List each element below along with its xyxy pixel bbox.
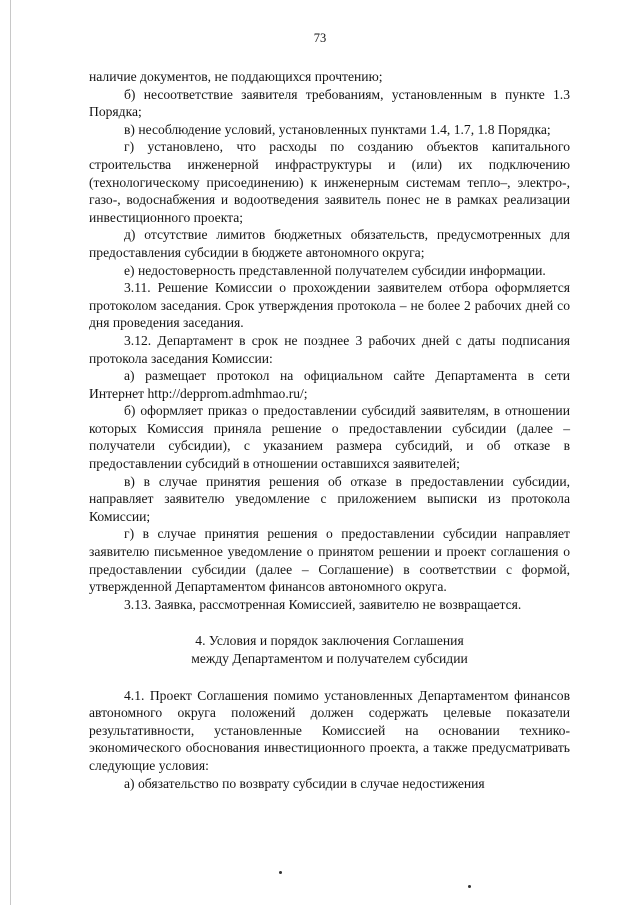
list-item-d: д) отсутствие лимитов бюджетных обязательств, предусмотренных для предоставления субсидии в бюджете автономного округа; xyxy=(89,227,570,260)
page-number: 73 xyxy=(313,31,327,45)
clause-4-1: 4.1. Проект Соглашения помимо установленных Департаментом финансов автономного округа положений должен содержать целевые показатели результативности, установленные Комиссией на основании технико-экономического обоснования инвестиционного проекта, а также предусматривать следующие условия: xyxy=(89,687,570,773)
clause-4-1-a: а) обязательство по возврату субсидии в случае недостижения xyxy=(124,775,485,791)
clause-3-12-v: в) в случае принятия решения об отказе в предоставлении субсидии, направляет заявителю уведомление с приложением выписки из протокола Комиссии; xyxy=(89,473,570,524)
body-text xyxy=(89,68,570,792)
scan-speck xyxy=(468,885,471,888)
clause-3-12-a: а) размещает протокол на официальном сайте Департамента в сети Интернет http://depprom.admhmao.ru/; xyxy=(89,368,570,401)
section-heading-line-1: 4. Условия и порядок заключения Соглашения xyxy=(195,633,464,649)
list-item-v: в) несоблюдение условий, установленных пунктами 1.4, 1.7, 1.8 Порядка; xyxy=(124,121,551,137)
clause-3-13: 3.13. Заявка, рассмотренная Комиссией, заявителю не возвращается. xyxy=(124,596,522,612)
clause-3-12-b: б) оформляет приказ о предоставлении субсидий заявителям, в отношении которых Комиссия приняла решение о предоставлении субсидии (далее – получатели субсидии), с указанием размера субсидий, и об отказе в предоставлении субсидий в отношении оставшихся заявителей; xyxy=(89,403,570,472)
clause-3-12: 3.12. Департамент в срок не позднее 3 рабочих дней с даты подписания протокола заседания Комиссии: xyxy=(89,332,570,366)
section-heading xyxy=(89,632,570,667)
scan-page-edge xyxy=(10,0,11,905)
paragraph-continuation: наличие документов, не поддающихся прочтению; xyxy=(89,69,383,84)
clause-3-12-g: г) в случае принятия решения о предоставлении субсидии направляет заявителю письменное уведомление о принятом решении и проект соглашения о предоставлении субсидии (далее – Соглашение) в соответствии с формой, утвержденной Департаментом финансов автономного округа. xyxy=(89,526,570,595)
scan-speck xyxy=(279,871,282,874)
list-item-b: б) несоответствие заявителя требованиям, установленным в пункте 1.3 Порядка; xyxy=(89,86,570,120)
section-heading-line-2: между Департаментом и получателем субсидии xyxy=(191,651,468,666)
list-item-e: е) недостоверность представленной получателем субсидии информации. xyxy=(124,262,546,278)
list-item-g: г) установлено, что расходы по созданию объектов капитального строительства инженерной инфраструктуры и (или) их подключению (технологическому присоединению) к инженерным системам тепло–, электро-, газо-, водоснабжения и водоотведения заявитель понес не в рамках реализации инвестиционного проекта; xyxy=(89,139,570,225)
clause-3-11: 3.11. Решение Комиссии о прохождении заявителем отбора оформляется протоколом заседания. Срок утверждения протокола – не более 2 рабочих дней со дня проведения заседания. xyxy=(89,280,570,331)
